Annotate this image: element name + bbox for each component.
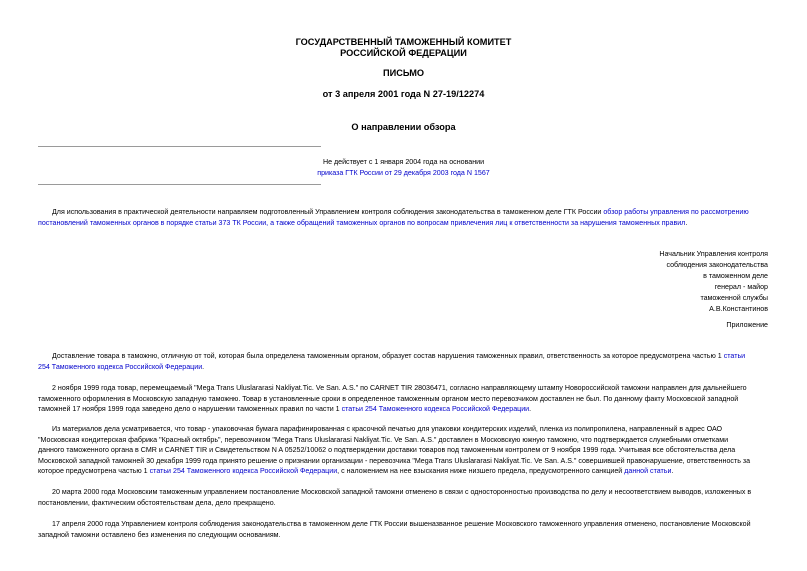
article-254-link-cont[interactable]: 254 Таможенного кодекса Российской Федерации [38,362,203,371]
article-254-link[interactable]: статьи 254 Таможенного кодекса Российской Федерации [149,467,338,475]
status-note: Не действует с 1 января 2004 года на основании [322,158,485,166]
authority-line-1: ГОСУДАРСТВЕННЫЙ ТАМОЖЕННЫЙ КОМИТЕТ [295,37,512,47]
intro-paragraph [38,207,769,228]
document-type: ПИСЬМО [382,68,425,78]
authority-line-2: РОССИЙСКОЙ ФЕДЕРАЦИИ [340,48,467,58]
p3-line-2: "Московская кондитерская фабрика "Красный октябрь", перевозчиком "Mega Trans Uluslararasi Nakliyat.Tic. Ve San. A.S." доставлен в Московскую южную таможню, что подтверждается служебными отметками [38,435,729,444]
article-254-link[interactable]: статьи 254 Таможенного кодекса Российской Федерации [341,405,530,413]
signature-line: Начальник Управления контроля [659,250,768,258]
p3-end: . [671,467,674,475]
bottom-divider [38,184,321,185]
paragraph-1 [38,351,769,372]
paragraph-3 [38,424,769,477]
p1-end: . [202,362,205,371]
top-divider [38,146,321,147]
review-link-cont[interactable]: постановлений таможенных органов в порядке статьи 373 ТК России, а также обращений таможенных органов по вопросам привлечения лиц к ответственности за нарушения таможенных правил [38,218,686,227]
signature-line: таможенной службы [700,294,768,302]
p5-line-2: западной таможни оставлено без изменения по следующим основаниям. [38,530,281,539]
paragraph-4 [38,487,769,508]
signature-line: генерал - майор [714,283,768,291]
authority-heading [0,37,807,59]
signature-line: в таможенном деле [703,272,768,280]
p2-line-1: 2 ноября 1999 года товар, перемещаемый "Mega Trans Uluslararasi Nakliyat.Tic. Ve San. A.S." по CARNET TIR 28036471, согласно направляющему штампу Новороссийской таможни направлен для дальнейшего [52,384,747,392]
this-article-link[interactable]: данной статьи [624,467,672,475]
appendix-label: Приложение [726,321,768,329]
p2-line-2: таможенного оформления в Московскую западную таможню. Товар в установленные сроки в определенное таможенным органом место перевозчиком доставлен не был. По данному факту Московской западной [38,394,739,403]
p2-text: таможней 17 ноября 1999 года заведено дело о нарушении таможенных правил по части 1 [38,405,342,413]
p3-line-1: Из материалов дела усматривается, что товар - упаковочная бумага парафинированная с красочной печатью для упаковки кондитерских изделий, пленка из полипропилена, направленный в адрес ОАО [52,425,723,433]
p4-line-1: 20 марта 2000 года Московским таможенным управлением постановление Московской западной таможни отменено в связи с односторонностью производства по делу и несоответствием выводов, изложенных в [52,488,752,496]
p3-text: которое предусмотрена частью 1 [38,467,150,475]
paragraph-5 [38,519,769,540]
signature-line: соблюдения законодательства [666,261,768,269]
intro-text: Для использования в практической деятельности направляем подготовленный Управлением контроля соблюдения законодательства в таможенном деле ГТК России [52,208,604,216]
p5-line-1: 17 апреля 2000 года Управлением контроля соблюдения законодательства в таможенном деле ГТК России вышеназванное решение Московского таможенного управления отменено, постановление Московской [52,520,751,528]
p3-line-4: Московской западной таможней 30 декабря 1999 года принято решение о признании организации - перевозчика "Mega Trans Uluslararasi Nakliyat.Tic. Ve San. A.S." совершившей правонарушение, ответственность за [38,456,751,465]
p4-line-2: постановлении, фактическим обстоятельствам дела, дело прекращено. [38,498,276,507]
p1-text: Доставление товара в таможню, отличную от той, которая была определена таможенным органом, образует состав нарушения таможенных правил, ответственность за которое предусмотрена частью 1 [52,352,724,360]
article-254-link[interactable]: статьи [723,352,746,360]
intro-end: . [685,218,688,227]
p2-end: . [529,405,532,413]
signature-line: А.В.Константинов [709,305,768,313]
review-link[interactable]: обзор работы управления по рассмотрению [603,208,749,216]
paragraph-2 [38,383,769,415]
document-date-number: от 3 апреля 2001 года N 27-19/12274 [322,89,485,99]
status-order-link[interactable]: приказа ГТК России от 29 декабря 2003 года N 1567 [317,169,490,177]
p3-line-3: данного таможенного органа в CMR и CARNET TIR и Свидетельством N A 05252/10062 о подтверждении доставки товаров под таможенным контролем от 9 ноября 1999 года. Учитывая все обстоятельства дела [38,446,736,454]
signature-block [608,249,768,315]
document-title: О направлении обзора [351,122,456,132]
p3-text-mid: , с наложением на нее взыскания ниже низшего предела, предусмотренного санкцией [337,467,625,475]
